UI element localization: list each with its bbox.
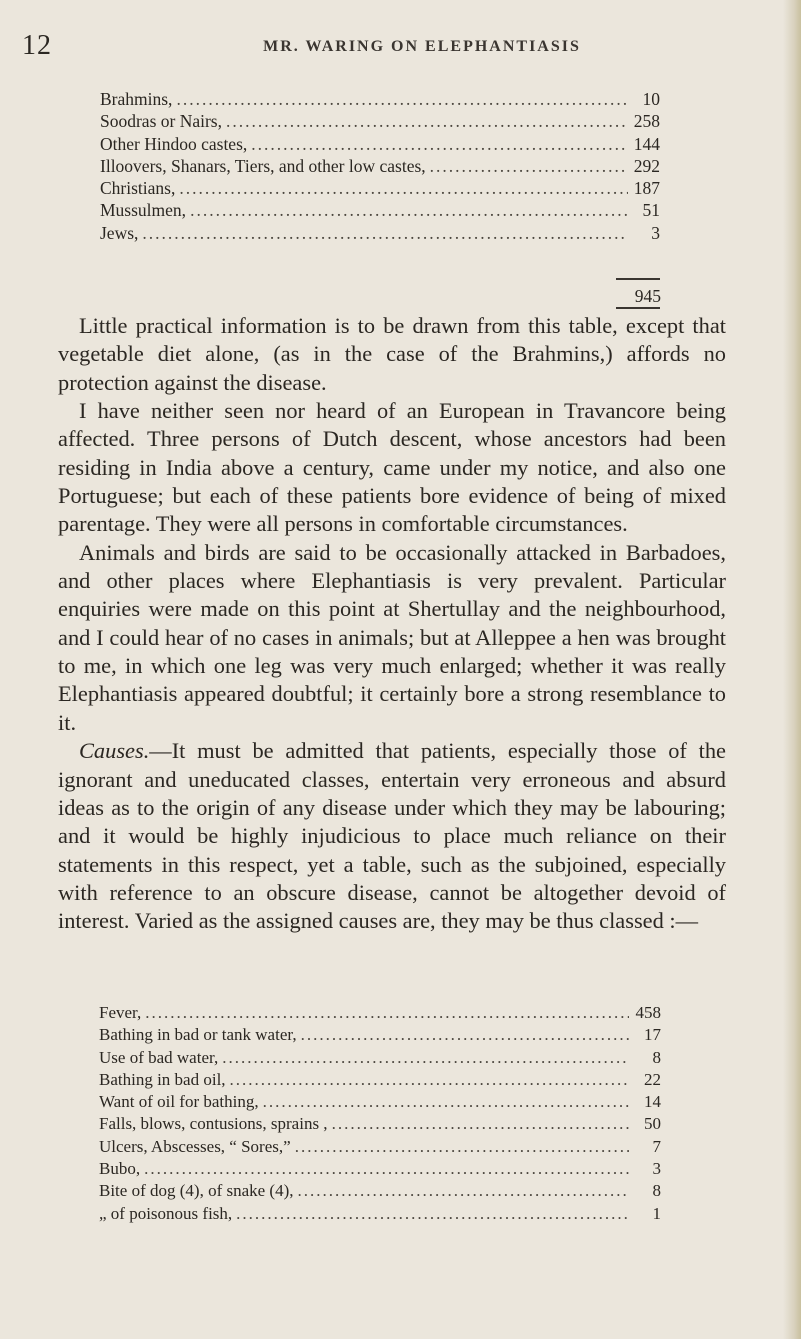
paragraph: Causes.—It must be admitted that patients, especially those of the ignorant and uneducated classes, entertain very erroneous and absurd ideas as to the origin of any disease under which they may be labouring; and it would be highly injudicious to place much reliance on their statements in this respect, yet a table, such as the subjoined, especially with reference to an obscure disease, cannot be altogether devoid of interest. Varied as the assigned causes are, they may be thus classed :— [58,738,726,934]
table-row [99,1069,661,1091]
dot-leader [144,1158,629,1180]
dot-leader [236,1203,629,1225]
dot-leader [190,199,628,221]
row-label: Bite of dog (4), of snake (4), [99,1181,294,1201]
paragraph: Little practical information is to be drawn from this table, except that vegetable diet alone, (as in the case of the Brahmins,) affords no protection against the disease. [58,313,726,395]
row-value: 292 [633,155,660,176]
row-label: Other Hindoo castes, [100,133,248,154]
dot-leader [230,1069,629,1091]
row-value: 51 [642,200,660,221]
row-label: Falls, blows, contusions, sprains , [99,1114,328,1134]
row-value: 3 [651,222,660,243]
table-row [99,1203,661,1225]
row-label: Soodras or Nairs, [100,111,222,132]
dot-leader [142,222,628,244]
row-value: 8 [652,1181,661,1201]
table-row [99,1002,661,1024]
row-label: „ of poisonous fish, [99,1203,233,1223]
row-value: 7 [652,1136,661,1156]
table-row [99,1024,661,1046]
table-row [99,1047,661,1069]
dot-leader [226,110,628,132]
row-label: Ulcers, Abscesses, “ Sores,” [99,1136,291,1156]
row-value: 10 [642,89,660,109]
row-label: Jews, [100,222,139,243]
running-head: MR. WARING ON ELEPHANTIASIS [263,38,581,55]
row-label: Christians, [100,178,176,199]
table-row [100,133,660,155]
row-label: Illoovers, Shanars, Tiers, and other low castes, [100,155,426,176]
row-value: 17 [644,1025,661,1045]
dot-leader [145,1002,629,1024]
dot-leader [430,155,628,177]
table-row [100,155,660,177]
dot-leader [263,1091,629,1113]
dot-leader [176,88,628,110]
row-value: 8 [652,1047,661,1067]
row-value: 50 [644,1114,661,1134]
dot-leader [298,1180,629,1202]
paragraph: Animals and birds are said to be occasionally attacked in Barbadoes, and other places where Elephantiasis is very prevalent. Particular enquiries were made on this point at Shertullay and the neighbourhood, and I could hear of no cases in animals; but at Alleppee a hen was brought to me, in which one leg was very much enlarged; whether it was really Elephantiasis appeared doubtful; it certainly bore a strong resemblance to it. [58,539,726,735]
dot-leader [179,177,628,199]
table-row [100,110,660,132]
section-heading-causes: Causes. [79,738,150,764]
table-row [100,222,660,244]
page-number: 12 [22,30,52,61]
row-label: Want of oil for bathing, [99,1092,259,1112]
caste-total: 945 [634,286,661,306]
table-row [100,199,660,221]
total-rule-bottom [616,307,660,309]
row-label: Bathing in bad oil, [99,1069,226,1089]
page-header [22,30,762,60]
row-value: 258 [633,111,660,132]
table-row [100,88,660,110]
row-label: Mussulmen, [100,200,187,221]
row-label: Bubo, [99,1159,141,1179]
table-row [99,1158,661,1180]
row-value: 187 [633,178,660,199]
dot-leader [295,1136,629,1158]
table-row [99,1136,661,1158]
row-value: 14 [644,1092,661,1112]
dot-leader [251,133,628,155]
table-row [99,1113,661,1135]
caste-table [100,88,660,244]
row-value: 458 [635,1003,661,1022]
row-value: 144 [633,133,660,154]
row-label: Brahmins, [100,89,173,109]
body-text [58,312,726,936]
table-row [99,1180,661,1202]
paragraph: I have neither seen nor heard of an European in Travancore being affected. Three persons of Dutch descent, whose ancestors had been residing in India above a century, came under my notice, and also one Portuguese; but each of these patients bore evidence of being of mixed parentage. They were all persons in comfortable circumstances. [58,398,726,537]
row-label: Bathing in bad or tank water, [99,1025,297,1045]
dot-leader [301,1024,629,1046]
total-rule-top [616,278,660,280]
causes-table [99,1002,661,1225]
row-value: 3 [652,1159,661,1179]
page-edge [783,0,801,1339]
row-value: 1 [652,1203,661,1223]
table-row [99,1091,661,1113]
table-row [100,177,660,199]
row-label: Use of bad water, [99,1047,219,1067]
row-value: 22 [644,1069,661,1089]
dot-leader [222,1047,629,1069]
dot-leader [332,1113,629,1135]
row-label: Fever, [99,1003,142,1022]
